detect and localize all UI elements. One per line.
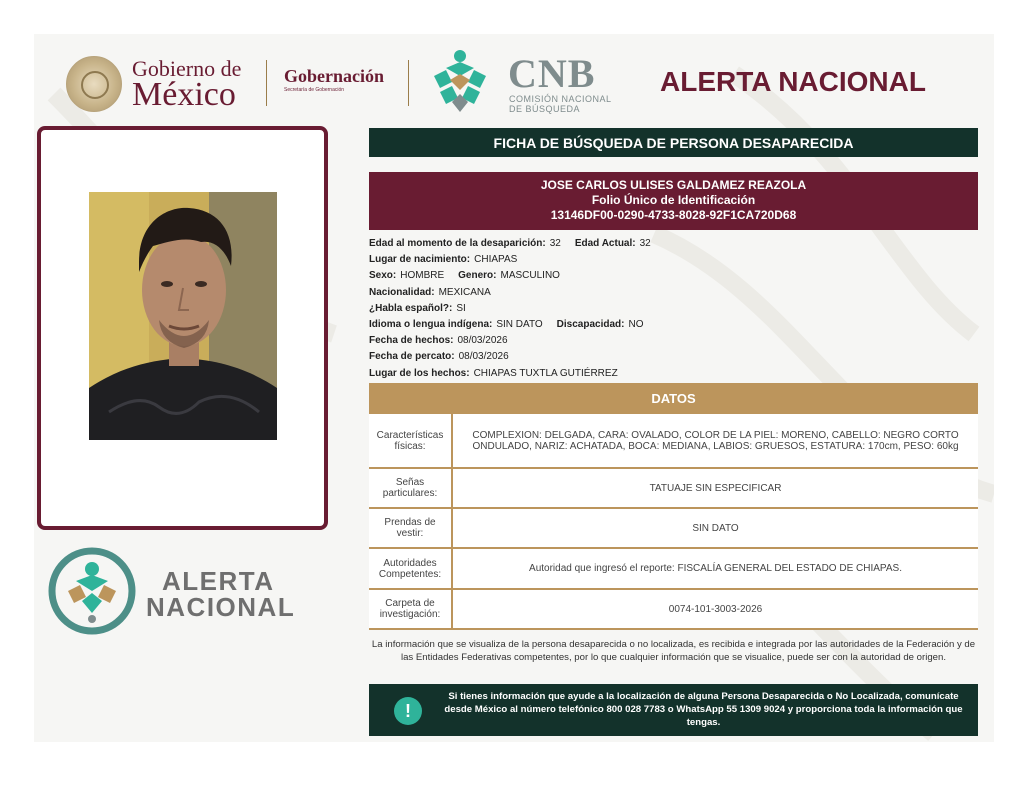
- info-row: [369, 317, 978, 333]
- info-row: [369, 301, 978, 317]
- caracteristicas-value: COMPLEXION: DELGADA, CARA: OVALADO, COLOR DE LA PIEL: MORENO, CABELLO: NEGRO CORTO ONDULADO, NARIZ: ACHATADA, BOCA: MEDIANA, LABIOS: GRUESOS, ESTATURA: 170cm, PESO: 60kg: [452, 414, 978, 468]
- person-name-box: [369, 172, 978, 230]
- datos-table: [369, 414, 978, 630]
- ficha-title-bar: FICHA DE BÚSQUEDA DE PERSONA DESAPARECIDA: [369, 128, 978, 157]
- carpeta-label: Carpeta de investigación:: [369, 589, 452, 629]
- mexico-text: México: [132, 76, 236, 113]
- datos-title-bar: DATOS: [369, 383, 978, 414]
- edad-actual-label: Edad Actual:: [574, 238, 636, 249]
- info-row: [369, 236, 978, 252]
- table-row: [369, 589, 978, 629]
- person-photo: [89, 192, 277, 440]
- info-row: [369, 333, 978, 349]
- person-info: [369, 236, 978, 382]
- table-row: [369, 508, 978, 548]
- habla-espanol-value: SI: [456, 302, 466, 314]
- prendas-label: Prendas de vestir:: [369, 508, 452, 548]
- gobernacion-subtitle: Secretaría de Gobernación: [284, 87, 345, 93]
- folio-value: 13146DF00-0290-4733-8028-92F1CA720D68: [550, 208, 797, 222]
- nacionalidad-label: Nacionalidad:: [369, 286, 435, 298]
- lugar-nacimiento-label: Lugar de nacimiento:: [369, 254, 471, 266]
- carpeta-value: 0074-101-3003-2026: [452, 589, 978, 629]
- lugar-nacimiento-value: CHIAPAS: [474, 254, 518, 266]
- sexo-value: HOMBRE: [400, 270, 445, 282]
- photo-frame: [37, 126, 328, 530]
- fecha-percato-label: Fecha de percato:: [369, 351, 455, 363]
- gobierno-text: Gobierno de: [132, 56, 242, 81]
- senas-value: TATUAJE SIN ESPECIFICAR: [452, 468, 978, 508]
- lugar-hechos-value: CHIAPAS TUXTLA GUTIÉRREZ: [473, 367, 618, 379]
- genero-value: MASCULINO: [500, 270, 560, 282]
- alerta-logo-line2: NACIONAL: [146, 592, 296, 622]
- info-row: [369, 366, 978, 382]
- habla-espanol-label: ¿Habla español?:: [369, 302, 453, 314]
- edad-desaparicion-label: Edad al momento de la desaparición:: [369, 238, 546, 249]
- cnb-subtitle-line1: COMISIÓN NACIONAL: [509, 94, 612, 104]
- alerta-nacional-logo-icon: [46, 545, 138, 637]
- cnb-subtitle-line2: DE BÚSQUEDA: [509, 104, 581, 114]
- national-seal-icon: [66, 56, 122, 112]
- cnb-title: CNB: [508, 51, 596, 96]
- senas-label: Señas particulares:: [369, 468, 452, 508]
- fecha-percato-value: 08/03/2026: [458, 351, 509, 363]
- gobierno-de-mexico-logo: [66, 52, 256, 113]
- header-divider: [266, 60, 267, 106]
- fecha-hechos-value: 08/03/2026: [457, 335, 508, 347]
- table-row: [369, 548, 978, 589]
- info-row: [369, 349, 978, 365]
- idioma-value: SIN DATO: [496, 319, 543, 331]
- info-row: [369, 268, 978, 284]
- info-row: [369, 285, 978, 301]
- disclaimer-text: La información que se visualiza de la persona desaparecida o no localizada, es recibida e integrada por las autoridades de la Federación y de las Entidades Federativas competentes, por lo que cualquier información que se visualice, puede ser con la autoridad de origen.: [371, 639, 976, 663]
- header-divider: [408, 60, 409, 106]
- table-row: [369, 414, 978, 468]
- autoridades-label: Autoridades Competentes:: [369, 548, 452, 589]
- autoridades-value: Autoridad que ingresó el reporte: FISCALÍA GENERAL DEL ESTADO DE CHIAPAS.: [452, 548, 978, 589]
- idioma-label: Idioma o lengua indígena:: [369, 319, 493, 331]
- alerta-logo-line1: ALERTA: [162, 566, 275, 596]
- nacionalidad-value: MEXICANA: [438, 286, 491, 298]
- info-row: [369, 252, 978, 268]
- caracteristicas-label: Características físicas:: [369, 414, 452, 468]
- exclamation-icon: !: [394, 697, 422, 725]
- person-name: JOSE CARLOS ULISES GALDAMEZ REAZOLA: [540, 178, 807, 192]
- contact-bar: Si tienes información que ayude a la localización de alguna Persona Desaparecida o No Localizada, comunícate desde México al número telefónico 800 028 7783 o WhatsApp 55 1309 9024 y proporciona toda la información que tengas.: [369, 684, 978, 736]
- gobernacion-logo: Gobernación: [284, 66, 385, 86]
- sexo-label: Sexo:: [369, 270, 397, 282]
- cnb-emblem-icon: [424, 46, 496, 118]
- discapacidad-label: Discapacidad:: [556, 319, 625, 331]
- folio-label: Folio Único de Identificación: [591, 193, 756, 207]
- genero-label: Genero:: [458, 270, 497, 282]
- alerta-nacional-title: ALERTA NACIONAL: [660, 66, 926, 97]
- table-row: [369, 468, 978, 508]
- lugar-hechos-label: Lugar de los hechos:: [369, 367, 470, 379]
- discapacidad-value: NO: [628, 319, 644, 331]
- edad-desaparicion-value: 32: [549, 238, 561, 249]
- edad-actual-value: 32: [639, 238, 651, 249]
- fecha-hechos-label: Fecha de hechos:: [369, 335, 454, 347]
- prendas-value: SIN DATO: [452, 508, 978, 548]
